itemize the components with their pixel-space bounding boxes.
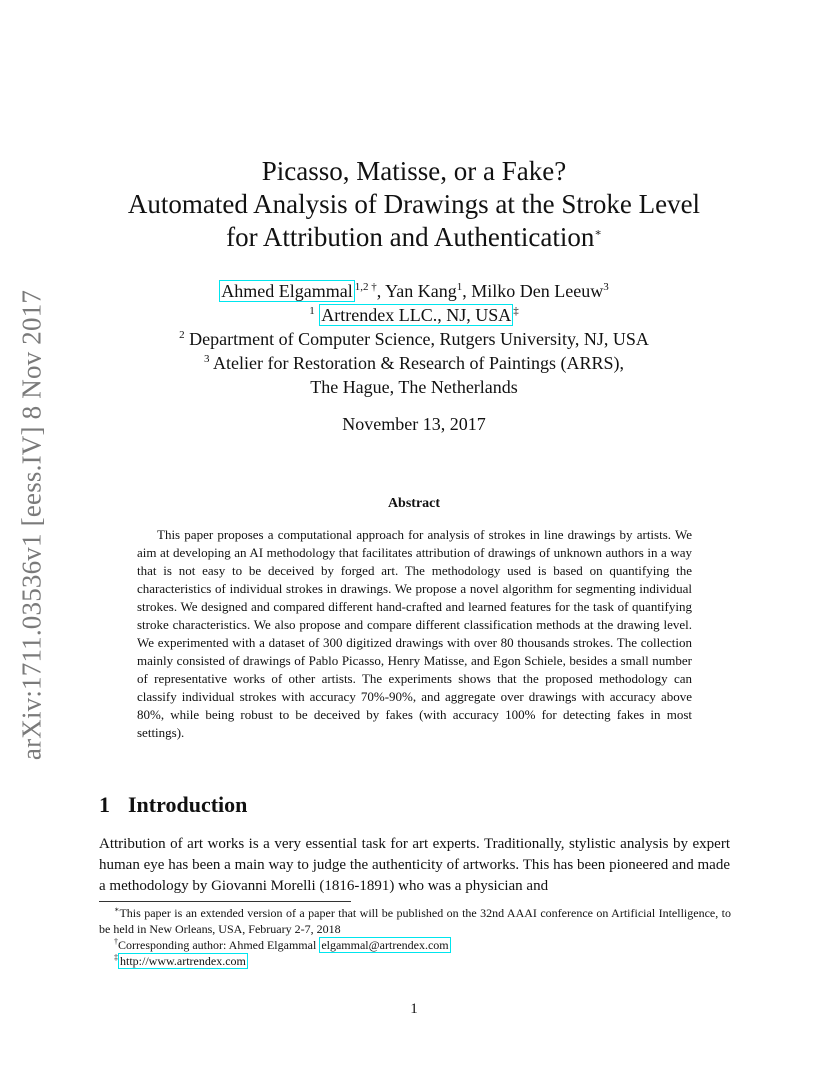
footnotes — [99, 905, 731, 969]
email-link[interactable]: elgammal@artrendex.com — [321, 938, 449, 952]
author-line — [0, 279, 828, 303]
author1-affil-mark: 1,2 † — [354, 281, 377, 293]
affiliation-2 — [0, 327, 828, 351]
footnote-2-text: Corresponding author: Ahmed Elgammal — [118, 938, 320, 952]
footnote-1-text: This paper is an extended version of a paper that will be published on the 32nd AAAI conference on Artificial Intelligence, to be held in New Orleans, USA, February 2-7, 2018 — [99, 906, 731, 936]
title-line-3-text: for Attribution and Authentication — [226, 222, 595, 252]
footnote-2-mark: † — [114, 937, 118, 946]
affiliation-arrs: Atelier for Restoration & Research of Paintings (ARRS), — [213, 353, 624, 373]
aff1-footnote-mark[interactable]: ‡ — [513, 305, 519, 317]
arxiv-identifier: arXiv:1711.03536v1 [eess.IV] 8 Nov 2017 — [16, 289, 47, 761]
author3-affil-mark: 3 — [603, 281, 609, 293]
section-title-text: Introduction — [128, 792, 248, 817]
title-line-1: Picasso, Matisse, or a Fake? — [261, 156, 567, 186]
aff3-mark: 3 — [204, 353, 210, 365]
affiliation-3 — [0, 351, 828, 375]
footnote-divider — [99, 901, 351, 902]
paper-title — [0, 155, 828, 254]
affiliation-link-artrendex[interactable]: Artrendex LLC., NJ, USA — [321, 305, 512, 325]
paper-date: November 13, 2017 — [342, 414, 486, 434]
footnote-2 — [99, 937, 731, 953]
footnote-1-mark: ∗ — [114, 905, 120, 914]
footnote-1 — [99, 905, 731, 937]
website-link[interactable]: http://www.artrendex.com — [120, 954, 246, 968]
aff1-mark: 1 — [309, 305, 315, 317]
page-number: 1 — [410, 1001, 418, 1017]
footnote-3 — [99, 953, 731, 969]
affiliation-1 — [0, 303, 828, 327]
author2-affil-mark: 1 — [456, 281, 463, 293]
title-line-3 — [0, 221, 828, 254]
author-kang: , Yan Kang — [376, 281, 457, 301]
affiliation-rutgers: Department of Computer Science, Rutgers University, NJ, USA — [189, 329, 649, 349]
title-line-2: Automated Analysis of Drawings at the Stroke Level — [127, 189, 701, 219]
section-heading-introduction — [99, 792, 247, 818]
footnote-3-mark: ‡ — [114, 953, 118, 962]
abstract-body: This paper proposes a computational approach for analysis of strokes in line drawings by artists. We aim at developing an AI methodology that facilitates attribution of drawings of unknown authors in a way that is not easy to be deceived by forged art. The methodology used is based on quantifying the characteristics of individual strokes in drawings. We propose a novel algorithm for segmenting individual strokes. We designed and compared different hand-crafted and learned features for the task of quantifying stroke characteristics. We also propose and compare different classification methods at the drawing level. We experimented with a dataset of 300 digitized drawings with over 80 thousands strokes. The collection mainly consisted of drawings of Pablo Picasso, Henry Matisse, and Egon Schiele, besides a small number of representative works of other artists. The experiments shows that the proposed methodology can classify individual strokes with accuracy 70%-90%, and aggregate over drawings with accuracy above 80%, while being robust to be deceived by fakes (with accuracy 100% for detecting fakes in most settings). — [137, 527, 692, 740]
section-number: 1 — [99, 792, 110, 817]
author-link-elgammal[interactable]: Ahmed Elgammal — [221, 281, 353, 301]
title-footnote-mark[interactable]: ∗ — [594, 227, 602, 239]
affiliation-3-location: The Hague, The Netherlands — [310, 377, 518, 397]
author-block — [0, 279, 828, 399]
introduction-paragraph: Attribution of art works is a very essential task for art experts. Traditionally, stylistic analysis by expert human eye has been a main way to judge the authenticity of artworks. This has been pioneered and made a methodology by Giovanni Morelli (1816-1891) who was a physician and — [99, 836, 730, 894]
aff2-mark: 2 — [179, 329, 185, 341]
author-den-leeuw: , Milko Den Leeuw — [462, 281, 604, 301]
abstract-heading: Abstract — [387, 496, 441, 511]
